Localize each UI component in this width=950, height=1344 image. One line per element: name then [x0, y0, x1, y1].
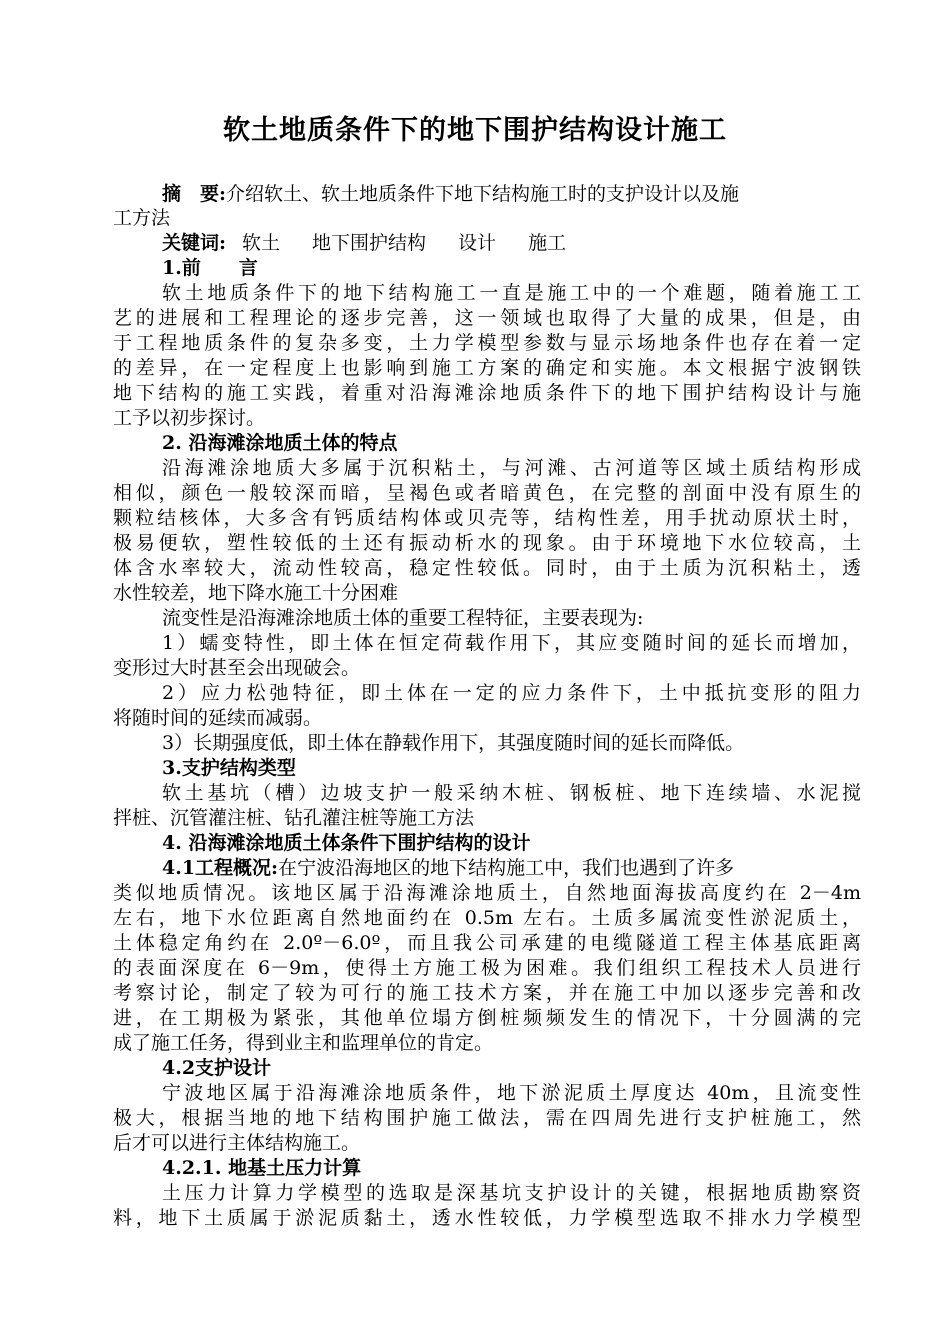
- paragraph-line: 流变性是沿海滩涂地质土体的重要工程特征，主要表现为:: [162, 607, 644, 629]
- keyword: 设计: [458, 232, 497, 254]
- paragraph-line: 成了施工任务，得到业主和监理单位的肯定。: [113, 1032, 494, 1054]
- paragraph-line: 后才可以进行主体结构施工。: [113, 1132, 361, 1154]
- paragraph-line: 相似，颜色一般较深而暗，呈褐色或者暗黄色，在完整的剖面中没有原生的: [113, 482, 861, 504]
- paragraph-line: 工予以初步探讨。: [113, 407, 266, 429]
- subsection-heading: 4.2.1. 地基土压力计算: [162, 1157, 362, 1179]
- paragraph-line: 沿海滩涂地质大多属于沉积粘土，与河滩、古河道等区域土质结构形成: [162, 457, 861, 479]
- paragraph-line: 艺的进展和工程理论的逐步完善，这一领域也取得了大量的成果，但是，由: [113, 307, 861, 329]
- paragraph-line: 左右，地下水位距离自然地面约在 0.5m 左右。土质多属流变性淤泥质土，: [113, 907, 861, 929]
- paragraph-line: 水性较差，地下降水施工十分困难: [113, 582, 399, 604]
- paragraph-line: 极易便软，塑性较低的土还有振动析水的现象。由于环境地下水位较高，土: [113, 532, 861, 554]
- paragraph-line: 考察讨论，制定了较为可行的施工技术方案，并在施工中加以逐步完善和改: [113, 982, 861, 1004]
- paragraph-line: 的表面深度在 6－9m，使得土方施工极为困难。我们组织工程技术人员进行: [113, 957, 861, 979]
- paragraph-text: 在宁波沿海地区的地下结构施工中，我们也遇到了许多: [278, 857, 735, 879]
- subsection-label: 4.1工程概况:: [162, 857, 279, 879]
- paragraph-line: 软土基坑（槽）边坡支护一般采纳木桩、钢板桩、地下连续墙、水泥搅: [162, 782, 861, 804]
- keyword: 施工: [528, 232, 567, 254]
- abstract-label: 摘 要:: [162, 183, 227, 205]
- paragraph-line: 进，在工期极为紧张，其他单位塌方倒桩频频发生的情况下，十分圆满的完: [113, 1007, 861, 1029]
- section-heading: 4. 沿海滩涂地质土体条件下围护结构的设计: [162, 832, 531, 854]
- paragraph-line: 土压力计算力学模型的选取是深基坑支护设计的关键，根据地质勘察资: [162, 1182, 861, 1204]
- paragraph-line: 宁波地区属于沿海滩涂地质条件，地下淤泥质土厚度达 40m，且流变性: [162, 1082, 861, 1104]
- paragraph-line: 土体稳定角约在 2.0º－6.0º，而且我公司承建的电缆隧道工程主体基底距离: [113, 932, 861, 954]
- paragraph-line: 极大，根据当地的地下结构围护施工做法，需在四周先进行支护桩施工，然: [113, 1107, 861, 1129]
- paragraph-line: 类似地质情况。该地区属于沿海滩涂地质土，自然地面海拔高度约在 2－4m: [113, 882, 861, 904]
- paragraph-line: [113, 856, 861, 882]
- list-item: 3）长期强度低，即土体在静载作用下，其强度随时间的延长而降低。: [162, 732, 745, 754]
- section-heading: 1.前 言: [162, 257, 258, 279]
- keywords-line: [113, 231, 861, 257]
- keyword: 软土: [242, 232, 281, 254]
- list-item-cont: 将随时间的延续而减弱。: [113, 707, 323, 729]
- paragraph-line: 于工程地质条件的复杂多变，土力学模型参数与显示场地条件也存在着一定: [113, 332, 861, 354]
- section-heading: 3.支护结构类型: [162, 757, 296, 779]
- subsection-heading: 4.2支护设计: [162, 1057, 272, 1079]
- paragraph-line: 软土地质条件下的地下结构施工一直是施工中的一个难题，随着施工工: [162, 282, 861, 304]
- section-heading: 2. 沿海滩涂地质土体的特点: [162, 432, 398, 454]
- list-item: 1）蠕变特性，即土体在恒定荷载作用下，其应变随时间的延长而增加，: [162, 632, 861, 654]
- paragraph-line: 地下结构的施工实践，着重对沿海滩涂地质条件下的地下围护结构设计与施: [113, 382, 861, 404]
- abstract-text-cont: 工方法: [113, 207, 171, 229]
- keyword: 地下围护结构: [312, 232, 427, 254]
- keywords-label: 关键词:: [162, 232, 227, 254]
- paragraph-line: 体含水率较大，流动性较高，稳定性较低。同时，由于土质为沉积粘土，透: [113, 557, 861, 579]
- document-title: 软土地质条件下的地下围护结构设计施工: [223, 115, 727, 146]
- paragraph-line: 的差异，在一定程度上也影响到施工方案的确定和实施。本文根据宁波钢铁: [113, 357, 861, 379]
- paragraph-line: 拌桩、沉管灌注桩、钻孔灌注桩等施工方法: [113, 807, 475, 829]
- abstract-line: [113, 182, 861, 208]
- paragraph-line: 料，地下土质属于淤泥质黏土，透水性较低，力学模型选取不排水力学模型: [113, 1207, 861, 1229]
- abstract-text: 介绍软土、软土地质条件下地下结构施工时的支护设计以及施: [226, 183, 740, 205]
- list-item-cont: 变形过大时甚至会出现破会。: [113, 657, 361, 679]
- paragraph-line: 颗粒结核体，大多含有钙质结构体或贝壳等，结构性差，用手扰动原状土时，: [113, 507, 861, 529]
- list-item: 2）应力松弛特征，即土体在一定的应力条件下，土中抵抗变形的阻力: [162, 682, 861, 704]
